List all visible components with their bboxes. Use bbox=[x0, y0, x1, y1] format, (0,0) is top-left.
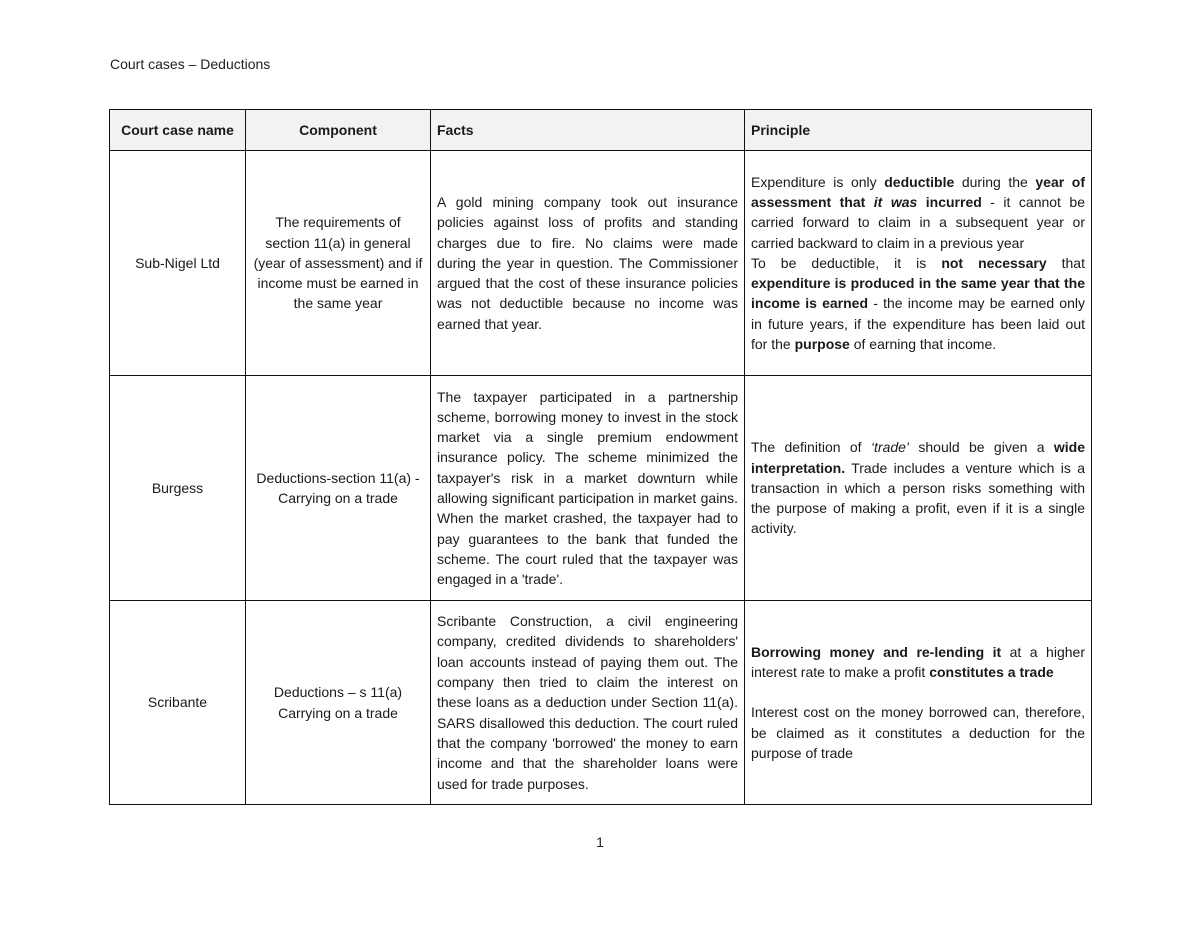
header-court-case-name: Court case name bbox=[110, 110, 246, 151]
table-row bbox=[110, 601, 1092, 805]
case-facts: A gold mining company took out insurance policies against loss of profits and standing charges due to fire. No claims were made during the year in question. The Commissioner argued that the cost of these insurance policies was not deductible because no income was earned that year. bbox=[431, 151, 745, 376]
header-principle: Principle bbox=[745, 110, 1092, 151]
case-component: Deductions – s 11(a) Carrying on a trade bbox=[246, 601, 431, 805]
case-facts: Scribante Construction, a civil engineering company, credited dividends to shareholders' loan accounts instead of paying them out. The company then tried to claim the interest on these loans as a deduction under Section 11(a). SARS disallowed this deduction. The court ruled that the company 'borrowed' the money to earn income and that the shareholder loans were used for trade purposes. bbox=[431, 601, 745, 805]
case-principle bbox=[745, 376, 1092, 601]
case-name: Burgess bbox=[110, 376, 246, 601]
principle-paragraph: To be deductible, it is not necessary that expenditure is produced in the same year that the income is earned - the income may be earned only in future years, if the expenditure has been laid out for the purpose of earning that income. bbox=[751, 254, 1085, 353]
header-component: Component bbox=[246, 110, 431, 151]
case-principle bbox=[745, 151, 1092, 376]
table-row bbox=[110, 376, 1092, 601]
header-facts: Facts bbox=[431, 110, 745, 151]
paragraph-spacer bbox=[751, 682, 1085, 702]
principle-paragraph: Expenditure is only deductible during the year of assessment that it was incurred - it cannot be carried forward to claim in a subsequent year or carried backward to claim in a previous year bbox=[751, 173, 1085, 251]
principle-paragraph: The definition of ‘trade’ should be given a wide interpretation. Trade includes a venture which is a transaction in which a person risks something with the purpose of making a profit, even if it is a single activity. bbox=[751, 439, 1086, 537]
case-component: The requirements of section 11(a) in general (year of assessment) and if income must be earned in the same year bbox=[246, 151, 431, 376]
document-header: Court cases – Deductions bbox=[110, 56, 271, 72]
case-facts: The taxpayer participated in a partnership scheme, borrowing money to invest in the stock market via a single premium endowment insurance policy. The scheme minimized the taxpayer's risk in a market downturn while allowing significant participation in market gains. When the market crashed, the taxpayer had to pay guarantees to the bank that funded the scheme. The court ruled that the taxpayer was engaged in a 'trade'. bbox=[431, 376, 745, 601]
principle-paragraph: Borrowing money and re-lending it at a higher interest rate to make a profit constitutes a trade bbox=[751, 643, 1085, 681]
case-name: Scribante bbox=[110, 601, 246, 805]
table-header-row bbox=[110, 110, 1092, 151]
case-component: Deductions-section 11(a) - Carrying on a trade bbox=[246, 376, 431, 601]
case-name: Sub-Nigel Ltd bbox=[110, 151, 246, 376]
case-principle bbox=[745, 601, 1092, 805]
page-number: 1 bbox=[596, 834, 604, 850]
principle-paragraph: Interest cost on the money borrowed can, therefore, be claimed as it constitutes a deduction for the purpose of trade bbox=[751, 704, 1085, 761]
table-row bbox=[110, 151, 1092, 376]
court-cases-table bbox=[109, 109, 1092, 805]
